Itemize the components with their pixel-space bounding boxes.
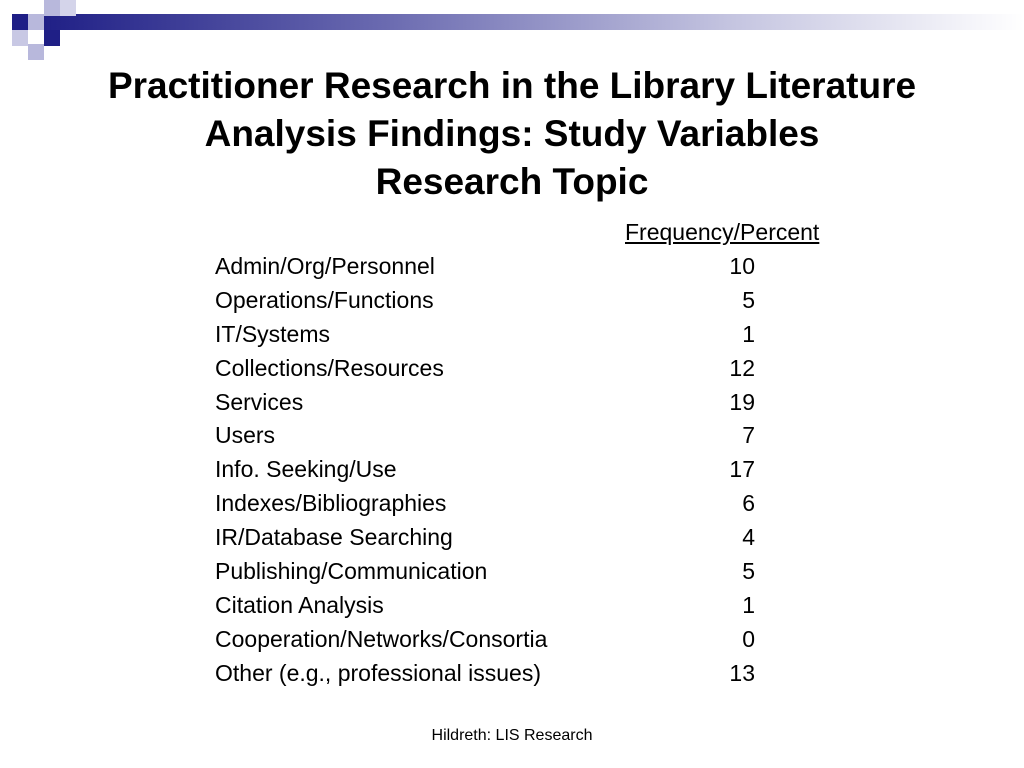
slide-title	[0, 62, 1024, 206]
table-row	[215, 452, 855, 486]
row-label: Users	[215, 422, 276, 449]
table-row	[215, 656, 855, 690]
row-value: 19	[729, 388, 755, 415]
row-label: Indexes/Bibliographies	[215, 490, 447, 517]
row-value: 7	[742, 422, 755, 449]
row-value: 13	[729, 659, 755, 686]
table-row	[215, 351, 855, 385]
row-label: Other (e.g., professional issues)	[215, 659, 541, 686]
slide-footer: Hildreth: LIS Research	[431, 727, 593, 744]
row-label: IT/Systems	[215, 320, 331, 347]
row-value: 0	[742, 625, 755, 652]
table-row	[215, 588, 855, 622]
row-label: Collections/Resources	[215, 354, 444, 381]
banner-gradient-bar	[40, 14, 1024, 30]
row-label: Publishing/Communication	[215, 558, 488, 585]
banner-square-dark	[12, 14, 28, 30]
row-label: Info. Seeking/Use	[215, 456, 397, 483]
row-label: Admin/Org/Personnel	[215, 253, 435, 279]
row-value: 1	[742, 591, 755, 618]
row-label: Cooperation/Networks/Consortia	[215, 625, 548, 652]
decorative-banner	[0, 0, 1024, 48]
table-row	[215, 622, 855, 656]
banner-square-light	[44, 0, 60, 16]
table-row	[215, 486, 855, 520]
table-row	[215, 317, 855, 351]
row-value: 6	[742, 490, 755, 517]
row-label: Citation Analysis	[215, 591, 384, 618]
banner-square-light	[12, 30, 28, 46]
banner-square-dark	[44, 30, 60, 46]
table-row	[215, 520, 855, 554]
row-value: 17	[729, 456, 755, 483]
banner-square-light	[60, 0, 76, 16]
row-label: Services	[215, 388, 304, 415]
column-header-frequency: Frequency/Percent	[625, 219, 820, 245]
row-value: 5	[742, 558, 755, 585]
table-row	[215, 283, 855, 317]
title-line-3: Research Topic	[375, 161, 649, 202]
row-label: IR/Database Searching	[215, 524, 453, 551]
table-row	[215, 418, 855, 452]
row-label: Operations/Functions	[215, 286, 434, 313]
table-row	[215, 554, 855, 588]
title-line-1: Practitioner Research in the Library Literature	[107, 65, 917, 106]
table-row	[215, 385, 855, 419]
row-value: 10	[729, 253, 755, 279]
banner-square-light	[28, 14, 44, 30]
row-value: 12	[729, 354, 755, 381]
banner-square-light	[28, 44, 44, 60]
row-value: 5	[742, 286, 755, 313]
row-value: 1	[742, 320, 755, 347]
table-row	[215, 249, 855, 283]
row-value: 4	[742, 524, 755, 551]
table-rows	[215, 249, 855, 690]
title-line-2: Analysis Findings: Study Variables	[204, 113, 820, 154]
